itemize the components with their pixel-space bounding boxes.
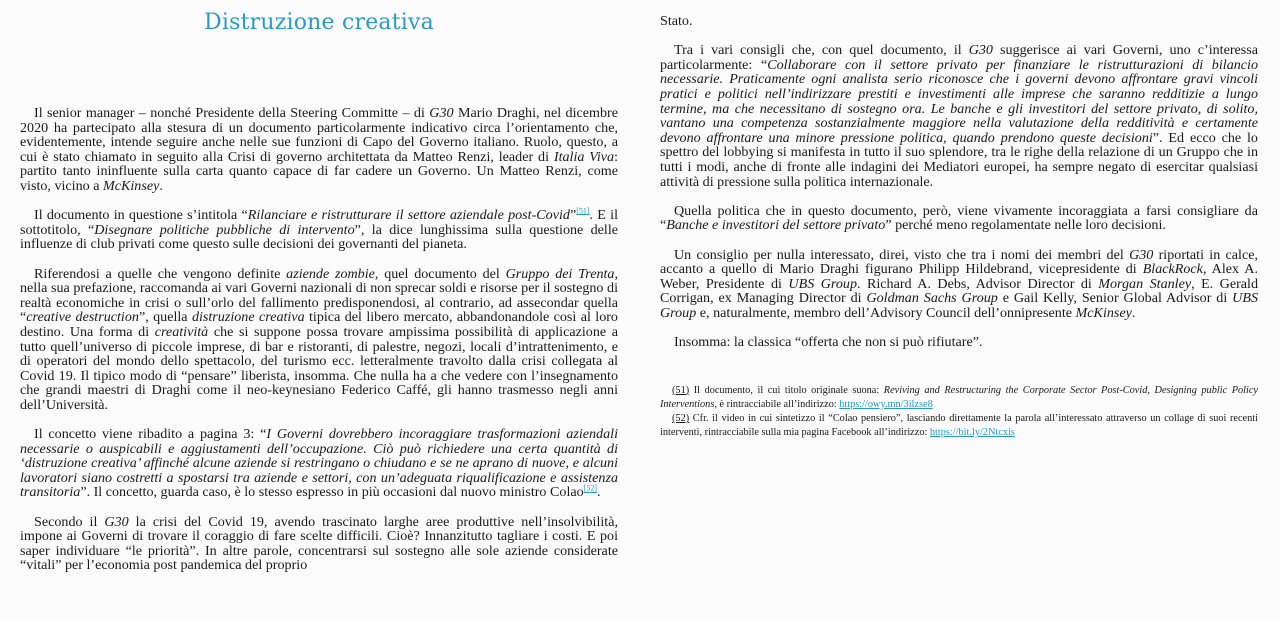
- paragraph: Quella politica che in questo documento, però, viene vivamente incoraggiata a farsi consigliare da “Banche e investitori del settore privato” perché meno regolamentate nelle loro decisioni.: [660, 202, 1258, 234]
- footnote-link[interactable]: https://owy.mn/3ilzse8: [839, 398, 933, 410]
- paragraph: Tra i vari consigli che, con quel documento, il G30 suggerisce ai vari Governi, uno c’interessa particolarmente: “Collaborare con il settore privato per finanziare le ristrutturazioni di bilancio necessarie. Praticamente ogni analista serio riconosce che i governi devono affrontare gravi vincoli pratici e politici nell’indirizzare prestiti e investimenti alle imprese che saranno redditizie a lungo termine, ma che necessitano di sostegno ora. Le banche e gli investitori del settore privato, di solito, vantano una competenza sostanzialmente maggiore nella valutazione della redditività e certamente devono affrontare una minore pressione politica, quando prendono queste decisioni”. Ed ecco che lo spettro del lobbying si manifesta in tutto il suo splendore, tra le righe della relazione di un Gruppo che in tutti i modi, anche di fronte alle indagini dei Mediatori europei, ha sempre negato di esercitar qualsiasi attività di pressione sulla politica internazionale.: [660, 42, 1259, 190]
- footnote-51: (51) Il documento, il cui titolo originale suona: Reviving and Restructuring the Corporate Sector Post-Covid, Designing public Policy Interventions, è rintracciabile all’indirizzo: https://owy.mn/3ilzse8: [660, 384, 1259, 410]
- paragraph: Il documento in questione s’intitola “Rilanciare e ristrutturare il settore aziendale post-Covid”[51]. E il sottotitolo, “Disegnare politiche pubbliche di intervento”, la dice lunghissima sulla questione delle influenze di club privati come questo sulle decisioni dei governanti del pianeta.: [20, 206, 619, 253]
- paragraph: Insomma: la classica “offerta che non si può rifiutare”.: [674, 334, 983, 351]
- paragraph: Un consiglio per nulla interessato, direi, visto che tra i nomi dei membri del G30 riportati in calce, accanto a quello di Mario Draghi figurano Philipp Hildebrand, vicepresidente di BlackRock, Alex A. Weber, Presidente di UBS Group. Richard A. Debs, Advisor Director di Morgan Stanley, E. Gerald Corrigan, ex Managing Director di Goldman Sachs Group e Gail Kelly, Senior Global Advisor di UBS Group e, naturalmente, membro dell’Advisory Council dell’onnipresente McKinsey.: [660, 246, 1258, 321]
- paragraph: Il concetto viene ribadito a pagina 3: “I Governi dovrebbero incoraggiare trasformazioni aziendali necessarie o auspicabili e aggiustamenti dell’occupazione. Ciò può richiedere una certa quantità di ‘distruzione creativa’ affinché alcune aziende si restringano o chiudano e se ne aprano di nuove, e alcuni lavoratori siano costretti a spostarsi tra aziende e settori, con un’adeguata riqualificazione e assistenza transitoria”. Il concetto, guarda caso, è lo stesso espresso in più occasioni dal nuovo ministro Colao[52].: [20, 426, 618, 501]
- page-title: Distruzione creativa: [204, 10, 434, 35]
- footnote-ref-52[interactable]: [52]: [583, 483, 597, 493]
- footnotes: [660, 384, 1258, 441]
- left-column: [20, 0, 618, 573]
- paragraph: Riferendosi a quelle che vengono definite aziende zombie, quel documento del Gruppo dei Trenta, nella sua prefazione, raccomanda ai vari Governi nazionali di non sprecar soldi e risorse per il sostegno di realtà economiche in crisi o sull’orlo del fallimento predisponendosi, al contrario, ad assecondar quella “creative destruction”, quella distruzione creativa tipica del libero mercato, abbandonandole così al loro destino. Una forma di creatività che si suppone possa trovare ampissima possibilità di applicazione a tutto quell’universo di piccole imprese, di bar e ristoranti, di palestre, negozi, locali d’intrattenimento, e di operatori del mondo dello spettacolo, del turismo ecc. letteralmente travolto dalla crisi collegata al Covid 19. Il tipico modo di “pensare” liberista, insomma. Che nulla ha a che vedere con l’insegnamento che grandi maestri di Draghi come il neo-keynesiano Federico Caffé, gli hanno trasmesso negli anni dell’Università.: [20, 265, 618, 413]
- footnote-number: (52): [672, 413, 690, 425]
- footnote-number: (51): [672, 384, 690, 396]
- paragraph: Il senior manager – nonché Presidente della Steering Committe – di G30 Mario Draghi, nel dicembre 2020 ha partecipato alla stesura di un documento particolarmente indicativo circa l’orientamento che, evidentemente, intende seguire anche nelle sue funzioni di Capo del Governo italiano. Ruolo, questo, a cui è stato chiamato in seguito alla Crisi di governo architettata da Matteo Renzi, leader di Italia Viva: partito tanto ininfluente sulla carta quanto capace di far cadere un Governo. Un Matteo Renzi, come visto, vicino a McKinsey.: [20, 105, 619, 194]
- footnote-link[interactable]: https://bit.ly/2Ntcxis: [929, 427, 1015, 439]
- footnote-52: (52) Cfr. il video in cui sintetizzo il “Colao pensiero”, lasciando direttamente la parola all’interessato attraverso un collage di suoi recenti interventi, rintracciabile sulla mia pagina Facebook all’indirizzo: https://bit.ly/2Ntcxis: [660, 413, 1258, 439]
- right-page: [640, 0, 1280, 621]
- paragraph: Secondo il G30 la crisi del Covid 19, avendo trascinato larghe aree produttive nell’insolvibilità, impone ai Governi di trovare il coraggio di fare scelte difficili. Cioè? Innanzitutto tagliare i costi. E poi saper individuare “le priorità”. In altre parole, concentrarsi sul sostegno alle sole aziende considerate “vitali” per l’economia post pandemica del proprio: [20, 513, 618, 574]
- footnote-ref-51[interactable]: [51]: [576, 206, 590, 216]
- right-column: [660, 0, 1258, 440]
- paragraph-continuation: Stato.: [660, 13, 693, 29]
